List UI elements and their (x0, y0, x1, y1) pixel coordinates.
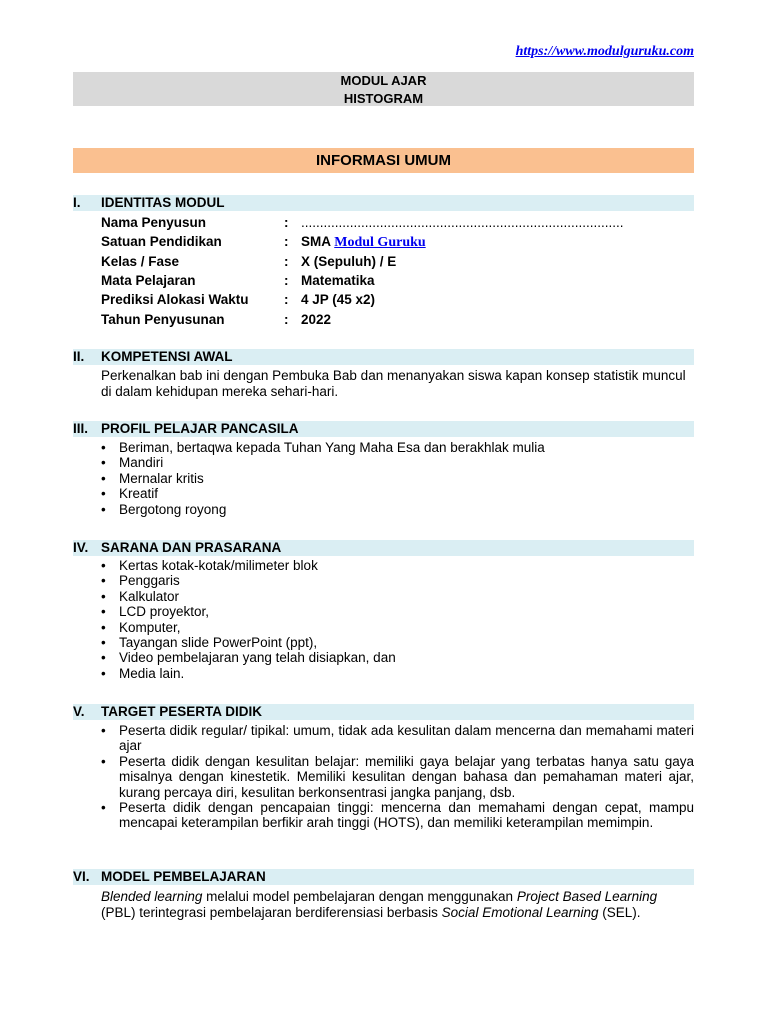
section-number: V. (73, 704, 85, 719)
section-number: I. (73, 195, 81, 210)
identity-colon: : (284, 254, 289, 269)
bullet: • (101, 455, 106, 471)
list-item-text: Peserta didik regular/ tipikal: umum, tidak ada kesulitan dalam mencerna dan memahami materi ajar (119, 723, 694, 754)
list-item (101, 589, 694, 604)
list-item (101, 800, 694, 831)
model-text (101, 889, 694, 920)
section-title: KOMPETENSI AWAL (101, 349, 233, 364)
list-item (101, 471, 694, 486)
section-heading-profil (73, 421, 694, 437)
list-item-text: Kertas kotak-kotak/milimeter blok (119, 558, 318, 573)
section-heading-identitas (73, 195, 694, 211)
bullet: • (101, 753, 106, 769)
bullet: • (101, 501, 106, 517)
bullet: • (101, 470, 106, 486)
list-item (101, 620, 694, 635)
list-item-text: Tayangan slide PowerPoint (ppt), (119, 635, 318, 651)
list-item (101, 502, 694, 517)
section-number: VI. (73, 869, 90, 884)
target-list (101, 723, 694, 831)
identity-value: X (Sepuluh) / E (301, 254, 397, 269)
list-item-text: Peserta didik dengan kesulitan belajar: memiliki gaya belajar yang terbatas hanya satu gaya misalnya dengan kinestetik. Memiliki kesulitan dengan bahasa dan pemahaman materi ajar, kurang percaya diri, kesulitan berkonsentrasi jangka panjang, dsb. (119, 753, 694, 800)
identity-label: Mata Pelajaran (101, 273, 196, 288)
list-item-text: LCD proyektor, (119, 604, 210, 620)
section-heading-target (73, 704, 694, 720)
list-item-text: Media lain. (119, 665, 185, 681)
identity-label: Prediksi Alokasi Waktu (101, 292, 249, 307)
list-item (101, 666, 694, 681)
identity-row-tahun (101, 310, 694, 329)
identity-label: Nama Penyusun (101, 215, 207, 230)
list-item-text: Peserta didik dengan pencapaian tinggi: mencerna dan memahami dengan cepat, mampu mencapai keterampilan berfikir arah tinggi (HOTS), dan memiliki keterampilan memimpin. (119, 800, 694, 831)
list-item (101, 455, 694, 470)
section-title: MODEL PEMBELAJARAN (101, 869, 266, 884)
identity-value: ...................................................................................... (301, 215, 624, 230)
module-title-box (73, 72, 694, 106)
list-item (101, 723, 694, 754)
list-item (101, 754, 694, 800)
profil-list (101, 440, 694, 517)
model-text-part-2: melalui model pembelajaran dengan menggunakan (202, 889, 517, 904)
section-heading-sarana (73, 540, 694, 556)
list-item (101, 635, 694, 650)
identity-row-penyusun (101, 213, 694, 232)
model-text-italic-3: Project Based Learning (516, 889, 658, 904)
bullet: • (101, 440, 106, 455)
list-item-text: Bergotong royong (119, 501, 227, 517)
list-item (101, 604, 694, 619)
model-text-part-6: (SEL). (598, 904, 641, 920)
list-item-text: Kreatif (119, 486, 159, 502)
identity-value: Matematika (301, 273, 375, 288)
identity-colon: : (284, 292, 289, 307)
modul-guruku-link[interactable]: Modul Guruku (334, 235, 426, 250)
section-heading-kompetensi (73, 349, 694, 365)
bullet: • (101, 650, 106, 666)
bullet: • (101, 486, 106, 502)
model-text-italic-5: Social Emotional Learning (441, 904, 599, 920)
list-item-text: Mandiri (119, 455, 164, 471)
identity-colon: : (284, 273, 289, 288)
list-item (101, 573, 694, 588)
list-item-text: Mernalar kritis (119, 470, 204, 486)
bullet: • (101, 635, 106, 651)
identity-colon: : (284, 312, 289, 327)
identity-value (301, 232, 426, 252)
identity-label: Satuan Pendidikan (101, 234, 222, 249)
bullet: • (101, 723, 106, 738)
module-title-line2: HISTOGRAM (343, 91, 424, 106)
bullet: • (101, 800, 106, 816)
section-title: TARGET PESERTA DIDIK (101, 704, 263, 719)
section-title: SARANA DAN PRASARANA (101, 540, 282, 555)
model-text-italic-1: Blended learning (101, 889, 203, 904)
list-item (101, 486, 694, 501)
identity-row-alokasi (101, 290, 694, 309)
identity-row-satuan (101, 232, 694, 251)
section-number: IV. (73, 540, 89, 555)
model-text-part-4: (PBL) terintegrasi pembelajaran berdiferensiasi berbasis (101, 904, 442, 920)
identity-row-mapel (101, 271, 694, 290)
bullet: • (101, 619, 106, 635)
bullet: • (101, 558, 106, 573)
identity-colon: : (284, 215, 289, 230)
section-number: III. (73, 421, 89, 436)
sarana-list (101, 558, 694, 681)
identity-value-prefix: SMA (301, 234, 335, 249)
list-item (101, 650, 694, 665)
list-item-text: Komputer, (119, 619, 181, 635)
section-title: IDENTITAS MODUL (101, 195, 225, 210)
list-item (101, 558, 694, 573)
list-item (101, 440, 694, 455)
list-item-text: Penggaris (119, 573, 180, 589)
section-heading-model (73, 869, 694, 885)
website-link[interactable]: https://www.modulguruku.com (515, 44, 694, 59)
section-number: II. (73, 349, 85, 364)
identity-label: Tahun Penyusunan (101, 312, 225, 327)
info-umum-heading: INFORMASI UMUM (73, 148, 694, 173)
bullet: • (101, 604, 106, 620)
list-item-text: Kalkulator (119, 588, 180, 604)
kompetensi-text: Perkenalkan bab ini dengan Pembuka Bab dan menanyakan siswa kapan konsep statistik muncul di dalam kehidupan mereka sehari-hari. (101, 368, 686, 399)
bullet: • (101, 665, 106, 681)
section-title: PROFIL PELAJAR PANCASILA (101, 421, 299, 436)
bullet: • (101, 573, 106, 589)
bullet: • (101, 588, 106, 604)
identity-label: Kelas / Fase (101, 254, 180, 269)
identity-colon: : (284, 234, 289, 249)
identity-value: 4 JP (45 x2) (301, 292, 376, 307)
list-item-text: Beriman, bertaqwa kepada Tuhan Yang Maha Esa dan berakhlak mulia (119, 440, 545, 455)
list-item-text: Video pembelajaran yang telah disiapkan, dan (119, 650, 396, 666)
identity-row-kelas (101, 252, 694, 271)
module-title-line1: MODUL AJAR (340, 73, 427, 88)
identity-value: 2022 (301, 312, 332, 327)
